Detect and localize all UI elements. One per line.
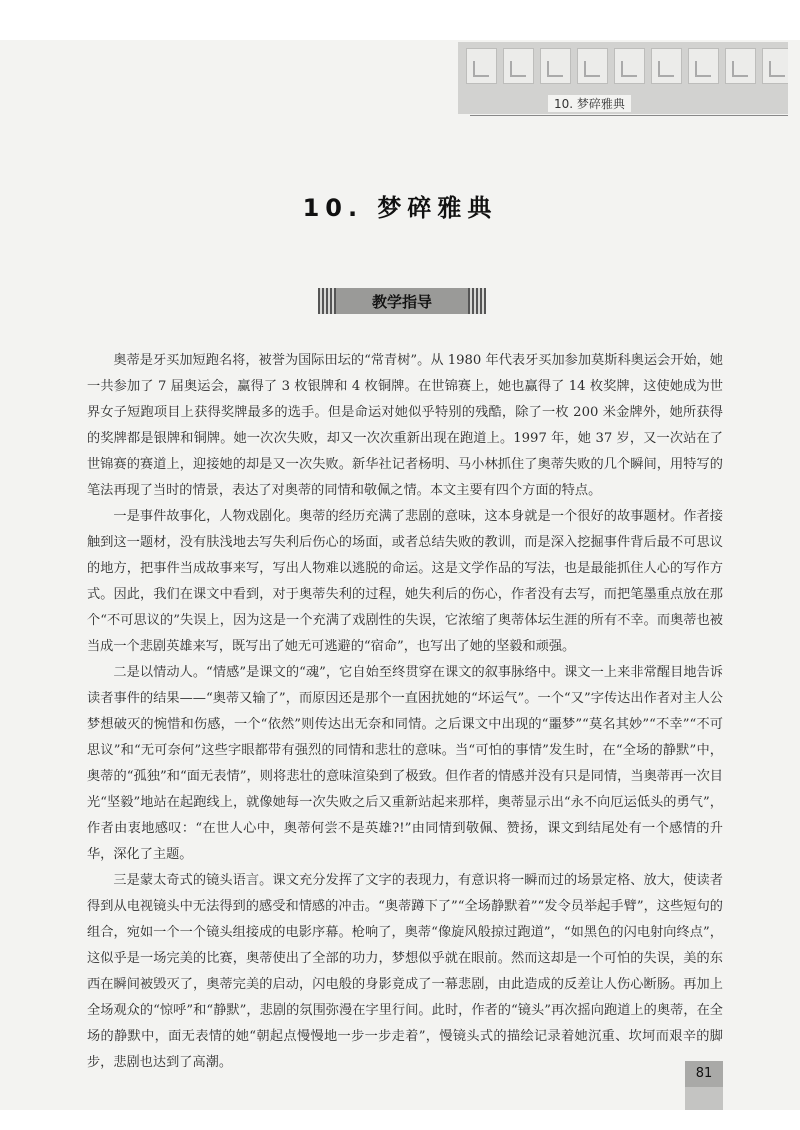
page-number: 81 (685, 1061, 723, 1087)
body-text (87, 348, 723, 1076)
page-title: 10. 梦碎雅典 (302, 194, 498, 222)
banner-bars-right (468, 288, 486, 314)
book-page (0, 40, 800, 1110)
header-rule (470, 115, 788, 116)
paragraph-point-one: 一是事件故事化，人物戏剧化。奥蒂的经历充满了悲剧的意味，这本身就是一个很好的故事题材。作者接触到这一题材，没有肤浅地去写失利后伤心的场面，或者总结失败的教训，而是深入挖掘事件背后最不可思议的地方，把事件当成故事来写，写出人物难以逃脱的命运。这是文学作品的写法，也是最能抓住人心的写作方式。因此，我们在课文中看到，对于奥蒂失利的过程，她失利后的伤心，作者没有去写，而把笔墨重点放在那个“不可思议的”失误上，因为这是一个充满了戏剧性的失误，它浓缩了奥蒂体坛生涯的所有不幸。而奥蒂也被当成一个悲剧英雄来写，既写出了她无可逃避的“宿命”，也写出了她的坚毅和顽强。 (87, 509, 723, 654)
paragraph-intro: 奥蒂是牙买加短跑名将，被誉为国际田坛的“常青树”。从 1980 年代表牙买加参加莫斯科奥运会开始，她一共参加了 7 届奥运会，赢得了 3 枚银牌和 4 枚铜牌。在世锦赛上，她也赢得了 14 枚奖牌，这使她成为世界女子短跑项目上获得奖牌最多的选手。但是命运对她似乎特别的残酷，除了一枚 200 米金牌外，她所获得的奖牌都是银牌和铜牌。她一次次失败，却又一次次重新出现在跑道上。1997 年，她 37 岁，又一次站在了世锦赛的赛道上，迎接她的却是又一次失败。新华社记者杨明、马小林抓住了奥蒂失败的几个瞬间，用特写的笔法再现了当时的情景，表达了对奥蒂的同情和敬佩之情。本文主要有四个方面的特点。 (87, 353, 723, 498)
paragraph-point-three: 三是蒙太奇式的镜头语言。课文充分发挥了文字的表现力，有意识将一瞬而过的场景定格、放大，使读者得到从电视镜头中无法得到的感受和情感的冲击。“奥蒂蹲下了”“全场静默着”“发令员举起手臂”，这些短句的组合，宛如一个一个镜头组接成的电影序幕。枪响了，奥蒂“像旋风般掠过跑道”，“如黑色的闪电射向终点”，这似乎是一场完美的比赛，奥蒂使出了全部的功力，梦想似乎就在眼前。然而这却是一个可怕的失误，美的东西在瞬间被毁灭了，奥蒂完美的启动，闪电般的身影竟成了一幕悲剧，由此造成的反差让人伤心断肠。再加上全场观众的“惊呼”和“静默”，悲剧的氛围弥漫在字里行间。此时，作者的“镜头”再次摇向跑道上的奥蒂，在全场的静默中，面无表情的她“朝起点慢慢地一步一步走着”，慢镜头式的描绘记录着她沉重、坎坷而艰辛的脚步，悲剧也达到了高潮。 (87, 873, 723, 1070)
paragraph-point-two: 二是以情动人。“情感”是课文的“魂”，它自始至终贯穿在课文的叙事脉络中。课文一上来非常醒目地告诉读者事件的结果——“奥蒂又输了”，而原因还是那个一直困扰她的“坏运气”。一个“又”字传达出作者对主人公梦想破灭的惋惜和伤感，一个“依然”则传达出无奈和同情。之后课文中出现的“噩梦”“莫名其妙”“不幸”“不可思议”和“无可奈何”这些字眼都带有强烈的同情和悲壮的意味。当“可怕的事情”发生时，在“全场的静默”中，奥蒂的“孤独”和“面无表情”，则将悲壮的意味渲染到了极致。但作者的情感并没有只是同情，当奥蒂再一次目光“坚毅”地站在起跑线上，就像她每一次失败之后又重新站起来那样，奥蒂显示出“永不向厄运低头的勇气”，作者由衷地感叹：“在世人心中，奥蒂何尝不是英雄?!”由同情到敬佩、赞扬，课文到结尾处有一个感情的升华，深化了主题。 (87, 665, 723, 862)
section-label: 教学指导 (371, 292, 432, 311)
page-number-bar (685, 1087, 723, 1110)
section-banner (318, 288, 486, 314)
running-head: 10. 梦碎雅典 (548, 95, 631, 112)
banner-bars-left (318, 288, 336, 314)
